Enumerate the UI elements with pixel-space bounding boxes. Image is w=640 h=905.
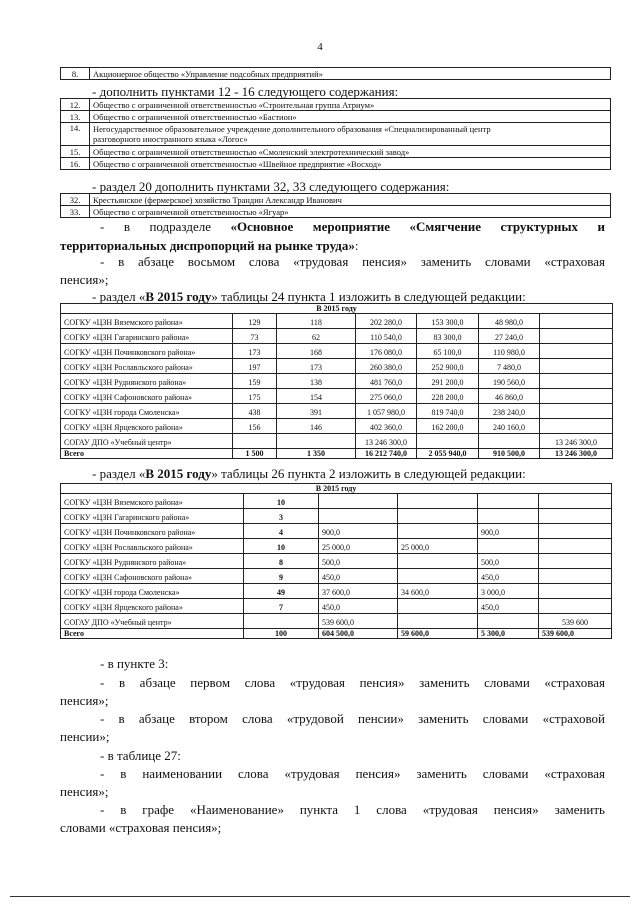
table-24 <box>60 303 613 459</box>
table-row <box>61 68 611 80</box>
table-row <box>61 494 612 509</box>
subsection-line1: - в подразделе «Основное мероприятие «Смягчение структурных и <box>100 219 605 234</box>
table-row <box>61 434 613 449</box>
cell <box>319 509 398 524</box>
cell-name: СОГКУ «ЦЗН Руднянского района» <box>61 554 244 569</box>
table-row <box>61 599 612 614</box>
cell: 438 <box>233 404 277 419</box>
cell <box>398 554 478 569</box>
table-header-row <box>61 484 612 494</box>
cell-name: СОГКУ «ЦЗН Вяземского района» <box>61 494 244 509</box>
cell: 73 <box>233 329 277 344</box>
cell: 162 200,0 <box>417 419 479 434</box>
row-text: Общество с ограниченной ответственностью «Ягуар» <box>90 206 611 218</box>
cell <box>479 434 540 449</box>
cell <box>540 344 613 359</box>
cell-name: СОГАУ ДПО «Учебный центр» <box>61 434 233 449</box>
row-number: 33. <box>61 206 90 218</box>
cell: 25 000,0 <box>398 539 478 554</box>
table-row <box>61 99 611 111</box>
table-total-row <box>61 449 613 459</box>
cell: 62 <box>277 329 356 344</box>
cell-name: СОГКУ «ЦЗН Починковского района» <box>61 344 233 359</box>
cell: 9 <box>244 569 319 584</box>
cell <box>478 509 539 524</box>
cell: 291 200,0 <box>417 374 479 389</box>
row-number: 8. <box>61 68 90 80</box>
table-header: В 2015 году <box>61 304 613 314</box>
table-row <box>61 509 612 524</box>
cell-name: СОГКУ «ЦЗН Рославльского района» <box>61 359 233 374</box>
cell <box>539 554 612 569</box>
org-table-32-33 <box>60 193 611 218</box>
row-number: 15. <box>61 146 90 158</box>
row-text-line1: Негосударственное образовательное учреждение дополнительного образования «Специализированный центр <box>93 124 491 134</box>
cell: 153 300,0 <box>417 314 479 329</box>
table-row <box>61 329 613 344</box>
cell: 539 600,0 <box>539 629 612 639</box>
cell <box>539 584 612 599</box>
cell: 173 <box>277 359 356 374</box>
row-number: 32. <box>61 194 90 206</box>
tail-n-line1: - в наименовании слова «трудовая пенсия» заменить словами «страховая <box>100 766 605 781</box>
tail-a1-line1: - в абзаце первом слова «трудовая пенсия» заменить словами «страховая <box>100 675 605 690</box>
cell <box>539 569 612 584</box>
cell <box>540 314 613 329</box>
cell: 168 <box>277 344 356 359</box>
table-total-row <box>61 629 612 639</box>
org-table-top <box>60 67 611 80</box>
row-text: Общество с ограниченной ответственностью «Бастион» <box>90 111 611 123</box>
cell: 110 540,0 <box>356 329 417 344</box>
cell <box>277 434 356 449</box>
cell: 37 600,0 <box>319 584 398 599</box>
row-number: 16. <box>61 158 90 170</box>
table-row <box>61 404 613 419</box>
cell: 190 560,0 <box>479 374 540 389</box>
table-row <box>61 389 613 404</box>
cell <box>540 389 613 404</box>
tail-g-line2: словами «страховая пенсия»; <box>60 820 222 835</box>
cell-name: СОГКУ «ЦЗН Вяземского района» <box>61 314 233 329</box>
cell: 450,0 <box>319 569 398 584</box>
table-header-row <box>61 304 613 314</box>
cell: 13 246 300,0 <box>540 434 613 449</box>
cell: 118 <box>277 314 356 329</box>
subsection-line3: - в абзаце восьмом слова «трудовая пенсия» заменить словами «страховая <box>100 254 605 269</box>
cell: 450,0 <box>478 599 539 614</box>
cell: 402 360,0 <box>356 419 417 434</box>
cell-name: СОГКУ «ЦЗН Гагаринского района» <box>61 509 244 524</box>
cell: 500,0 <box>319 554 398 569</box>
table26-intro: - раздел «В 2015 году» таблицы 26 пункта 2 изложить в следующей редакции: <box>92 466 526 481</box>
cell: 228 200,0 <box>417 389 479 404</box>
cell <box>398 509 478 524</box>
subsection-line4: пенсия»; <box>60 272 109 287</box>
subsection-line2: территориальных диспропорций на рынке труда»: <box>60 238 359 253</box>
cell: 13 246 300,0 <box>540 449 613 459</box>
cell <box>319 494 398 509</box>
cell: 819 740,0 <box>417 404 479 419</box>
cell <box>244 614 319 629</box>
cell <box>478 539 539 554</box>
row-number: 14. <box>61 123 90 146</box>
row-text: Общество с ограниченной ответственностью «Швейное предприятие «Восход» <box>90 158 611 170</box>
cell: 27 240,0 <box>479 329 540 344</box>
cell-name: СОГКУ «ЦЗН Сафоновского района» <box>61 569 244 584</box>
table-row <box>61 419 613 434</box>
cell: 3 <box>244 509 319 524</box>
cell: 3 000,0 <box>478 584 539 599</box>
table-row <box>61 158 611 170</box>
cell-name: СОГКУ «ЦЗН Рославльского района» <box>61 539 244 554</box>
cell: 146 <box>277 419 356 434</box>
row-text: Общество с ограниченной ответственностью «Строительная группа Атриум» <box>90 99 611 111</box>
cell: 275 060,0 <box>356 389 417 404</box>
table-row <box>61 344 613 359</box>
cell: 197 <box>233 359 277 374</box>
cell: 481 760,0 <box>356 374 417 389</box>
cell <box>398 599 478 614</box>
cell <box>539 509 612 524</box>
row-number: 12. <box>61 99 90 111</box>
cell-name: СОГКУ «ЦЗН города Смоленска» <box>61 404 233 419</box>
row-text-line2: разговорного иностранного языка «Логос» <box>93 134 248 144</box>
cell-name: СОГКУ «ЦЗН Ярцевского района» <box>61 599 244 614</box>
cell: 450,0 <box>319 599 398 614</box>
cell <box>233 434 277 449</box>
cell: 1 057 980,0 <box>356 404 417 419</box>
cell: 1 350 <box>277 449 356 459</box>
cell: 48 980,0 <box>479 314 540 329</box>
tail-a2-line2: пенсии»; <box>60 729 110 744</box>
cell <box>478 494 539 509</box>
cell-name: СОГКУ «ЦЗН Ярцевского района» <box>61 419 233 434</box>
cell-name: СОГКУ «ЦЗН Гагаринского района» <box>61 329 233 344</box>
cell: 83 300,0 <box>417 329 479 344</box>
row-number: 13. <box>61 111 90 123</box>
cell: 10 <box>244 494 319 509</box>
cell <box>398 614 478 629</box>
table-row <box>61 374 613 389</box>
cell: 110 980,0 <box>479 344 540 359</box>
cell: 16 212 740,0 <box>356 449 417 459</box>
bottom-rule <box>10 896 630 897</box>
cell: 260 380,0 <box>356 359 417 374</box>
table-row <box>61 194 611 206</box>
cell: 252 900,0 <box>417 359 479 374</box>
cell: 49 <box>244 584 319 599</box>
row-text <box>90 123 611 146</box>
cell: 138 <box>277 374 356 389</box>
cell: 604 500,0 <box>319 629 398 639</box>
table-row <box>61 554 612 569</box>
cell <box>539 599 612 614</box>
cell: 34 600,0 <box>398 584 478 599</box>
cell <box>398 524 478 539</box>
cell: 159 <box>233 374 277 389</box>
cell-name: СОГКУ «ЦЗН Сафоновского района» <box>61 389 233 404</box>
cell: 910 500,0 <box>479 449 540 459</box>
cell <box>540 374 613 389</box>
cell <box>478 614 539 629</box>
cell-name: СОГАУ ДПО «Учебный центр» <box>61 614 244 629</box>
table-row <box>61 569 612 584</box>
cell: 4 <box>244 524 319 539</box>
cell: 900,0 <box>478 524 539 539</box>
cell: 450,0 <box>478 569 539 584</box>
add-32-33-text: - раздел 20 дополнить пунктами 32, 33 следующего содержания: <box>92 179 450 194</box>
cell: 173 <box>233 344 277 359</box>
cell-total-label: Всего <box>61 629 244 639</box>
tail-a2-line1: - в абзаце втором слова «трудовой пенсии» заменить словами «страховой <box>100 711 605 726</box>
cell: 539 600,0 <box>319 614 398 629</box>
row-text: Крестьянское (фермерское) хозяйство Трандин Александр Иванович <box>90 194 611 206</box>
cell: 154 <box>277 389 356 404</box>
cell: 13 246 300,0 <box>356 434 417 449</box>
cell: 5 300,0 <box>478 629 539 639</box>
cell <box>540 359 613 374</box>
cell: 175 <box>233 389 277 404</box>
page-number: 4 <box>317 41 323 53</box>
cell <box>539 539 612 554</box>
table-row <box>61 123 611 146</box>
tail-p3: - в пункте 3: <box>100 656 169 671</box>
table-row <box>61 584 612 599</box>
cell: 7 <box>244 599 319 614</box>
table-row <box>61 614 612 629</box>
tail-n-line2: пенсия»; <box>60 784 109 799</box>
cell <box>540 329 613 344</box>
table-row <box>61 524 612 539</box>
cell: 2 055 940,0 <box>417 449 479 459</box>
cell: 176 080,0 <box>356 344 417 359</box>
org-table-12-16 <box>60 98 611 170</box>
cell-name: СОГКУ «ЦЗН Руднянского района» <box>61 374 233 389</box>
table-26 <box>60 483 612 639</box>
cell: 1 500 <box>233 449 277 459</box>
tail-g-line1: - в графе «Наименование» пункта 1 слова «трудовая пенсия» заменить <box>100 802 605 817</box>
cell: 100 <box>244 629 319 639</box>
cell <box>417 434 479 449</box>
table24-intro: - раздел «В 2015 году» таблицы 24 пункта 1 изложить в следующей редакции: <box>92 289 526 304</box>
cell <box>398 494 478 509</box>
cell: 240 160,0 <box>479 419 540 434</box>
cell-name: СОГКУ «ЦЗН города Смоленска» <box>61 584 244 599</box>
cell: 156 <box>233 419 277 434</box>
cell <box>539 524 612 539</box>
cell <box>539 494 612 509</box>
row-text: Акционерное общество «Управление подсобных предприятий» <box>90 68 611 80</box>
cell <box>540 419 613 434</box>
table-header: В 2015 году <box>61 484 612 494</box>
table-row <box>61 206 611 218</box>
cell: 129 <box>233 314 277 329</box>
row-text: Общество с ограниченной ответственностью «Смоленский электротехнический завод» <box>90 146 611 158</box>
table-row <box>61 146 611 158</box>
cell-name: СОГКУ «ЦЗН Починковского района» <box>61 524 244 539</box>
cell: 900,0 <box>319 524 398 539</box>
tail-t27: - в таблице 27: <box>100 748 181 763</box>
cell: 7 480,0 <box>479 359 540 374</box>
cell: 25 000,0 <box>319 539 398 554</box>
cell <box>540 404 613 419</box>
cell: 202 280,0 <box>356 314 417 329</box>
cell: 539 600 <box>539 614 612 629</box>
cell: 8 <box>244 554 319 569</box>
table-row <box>61 359 613 374</box>
table-row <box>61 111 611 123</box>
cell: 10 <box>244 539 319 554</box>
cell: 65 100,0 <box>417 344 479 359</box>
table-row <box>61 314 613 329</box>
cell: 391 <box>277 404 356 419</box>
cell: 46 860,0 <box>479 389 540 404</box>
add-12-16-text: - дополнить пунктами 12 - 16 следующего содержания: <box>92 84 399 99</box>
tail-a1-line2: пенсия»; <box>60 693 109 708</box>
cell-total-label: Всего <box>61 449 233 459</box>
cell: 238 240,0 <box>479 404 540 419</box>
cell <box>398 569 478 584</box>
cell: 500,0 <box>478 554 539 569</box>
cell: 59 600,0 <box>398 629 478 639</box>
table-row <box>61 539 612 554</box>
